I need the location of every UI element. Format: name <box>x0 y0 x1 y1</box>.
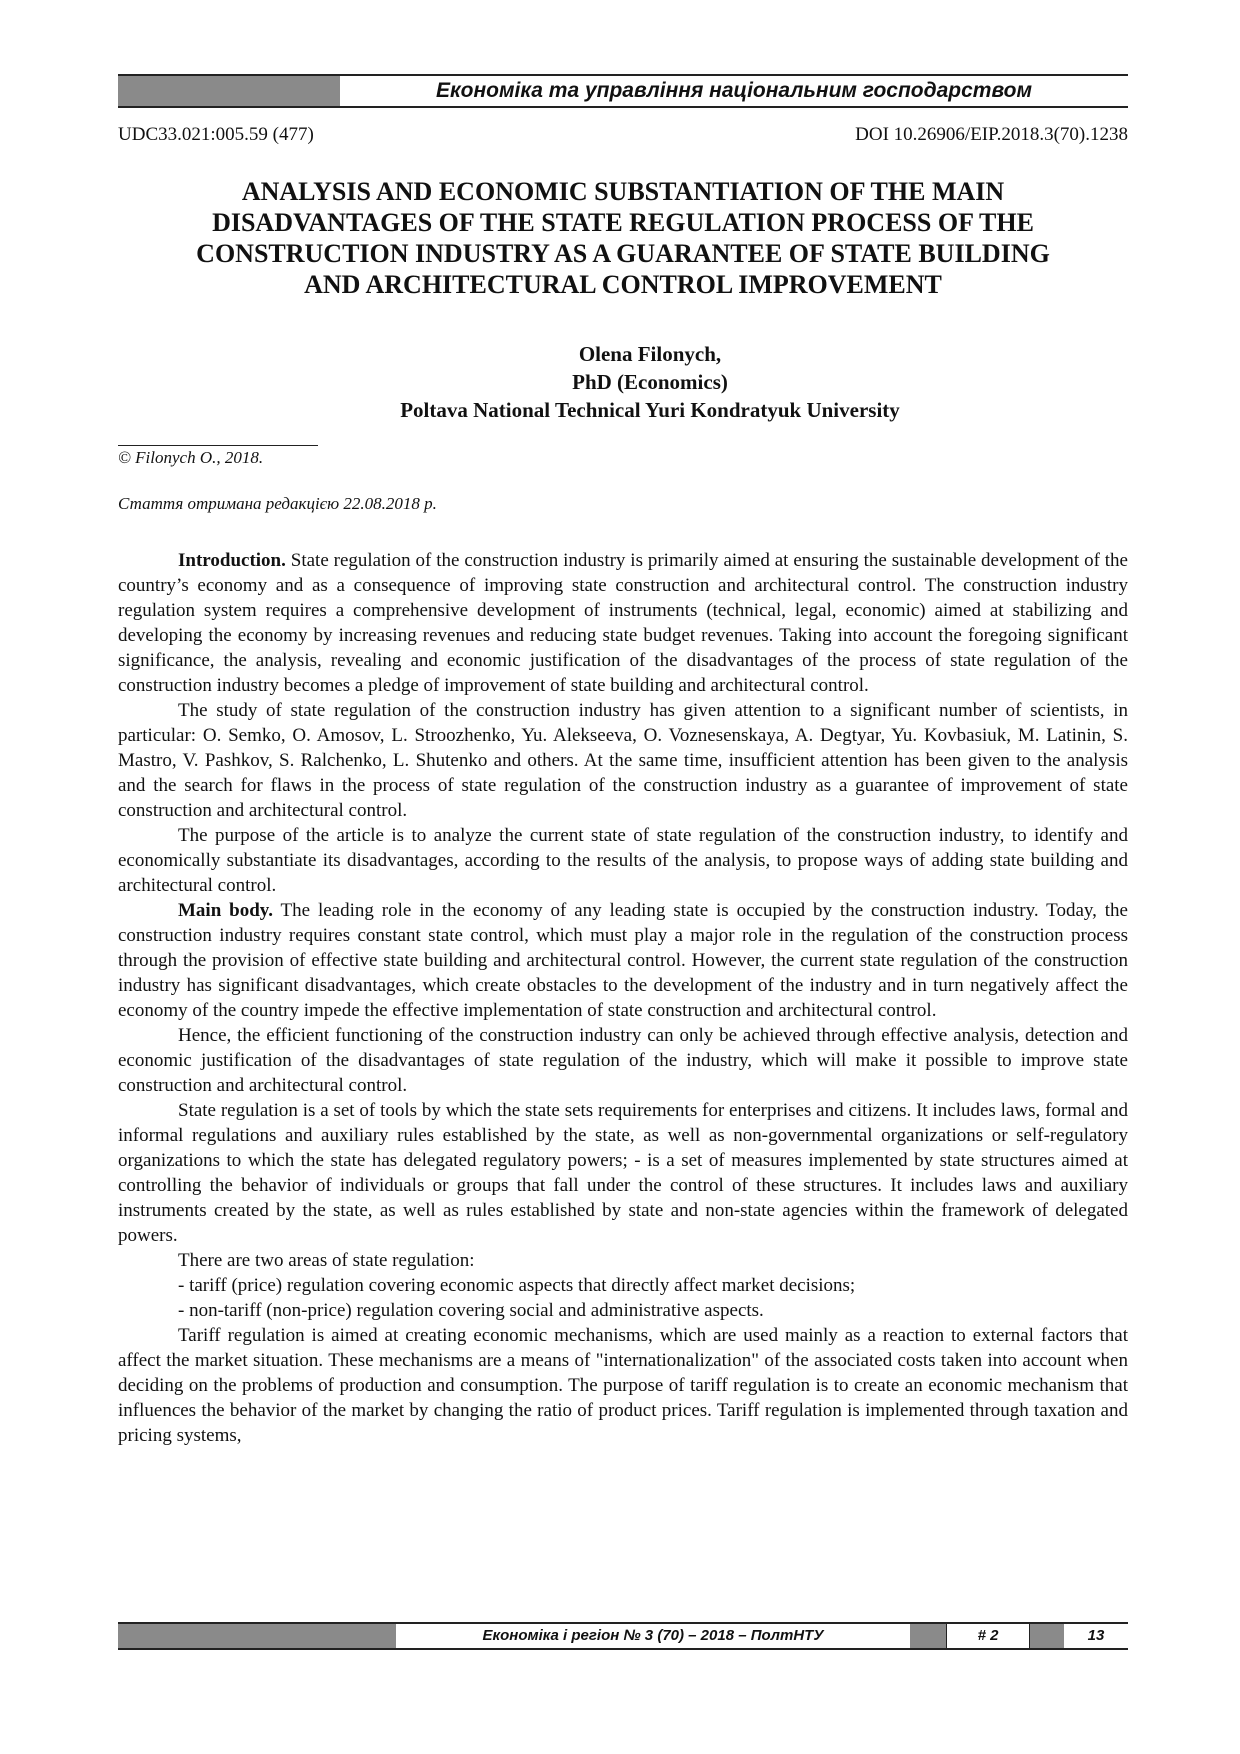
paragraph: Hence, the efficient functioning of the construction industry can only be achieved through effective analysis, detection and economic justification of the disadvantages of state regulation of the industry, which will make it possible to improve state construction and architectural control. <box>118 1025 1128 1096</box>
author-block <box>300 340 1000 424</box>
title-line: AND ARCHITECTURAL CONTROL IMPROVEMENT <box>304 270 942 299</box>
footer-grey-block <box>1030 1624 1064 1648</box>
paragraph: The study of state regulation of the construction industry has given attention to a significant number of scientists, in particular: O. Semko, O. Amosov, L. Stroozhenko, Yu. Alekseeva, O. Voznesenskaya, A. Degtyar, Yu. Kovbasiuk, M. Latinin, S. Mastro, V. Pashkov, S. Ralchenko, L. Shutenko and others. At the same time, insufficient attention has been given to the analysis and the search for flaws in the process of state regulation of the construction industry as a guarantee of improvement of state construction and architectural control. <box>118 700 1128 821</box>
paragraph: There are two areas of state regulation: <box>178 1250 475 1271</box>
paragraph-main-body <box>118 898 1128 1023</box>
author-name: Olena Filonych, <box>578 342 722 366</box>
title-line: DISADVANTAGES OF THE STATE REGULATION PROCESS OF THE <box>212 208 1034 237</box>
doi-code: DOI 10.26906/EIP.2018.3(70).1238 <box>855 124 1128 145</box>
article-meta-row <box>118 124 1128 146</box>
article-body <box>118 548 1128 1448</box>
introduction-text: State regulation of the construction industry is primarily aimed at ensuring the sustainable development of the country’s economy and as a consequence of improving state construction and architectural control. The construction industry regulation system requires a comprehensive development of instruments (technical, legal, economic) aimed at stabilizing and developing the economy by increasing revenues and reducing state budget revenues. Taking into account the foregoing significant significance, the analysis, revealing and economic justification of the disadvantages of the process of state regulation of the construction industry becomes a pledge of improvement of state building and architectural control. <box>118 550 1128 696</box>
main-body-text: The leading role in the economy of any leading state is occupied by the construction industry. Today, the construction industry requires constant state control, which must play a major role in the regulation of the construction process through the provision of effective state building and architectural control. However, the current state regulation of the construction industry has significant disadvantages, which create obstacles to the development of the industry and in turn negatively affect the economy of the country impede the effective implementation of state construction and architectural control. <box>118 900 1128 1021</box>
footer-bar <box>118 1622 1128 1650</box>
title-line: CONSTRUCTION INDUSTRY AS A GUARANTEE OF STATE BUILDING <box>196 239 1050 268</box>
main-body-heading: Main body. <box>178 900 273 921</box>
received-date: Стаття отримана редакцією 22.08.2018 р. <box>118 494 437 513</box>
article-title <box>130 176 1116 300</box>
footer-grey-block <box>910 1624 946 1648</box>
footer-issue-number: # 2 <box>946 1624 1030 1648</box>
page-number: 13 <box>1087 1627 1105 1644</box>
copyright-note: © Filonych O., 2018. <box>118 448 264 467</box>
author-affiliation: Poltava National Technical Yuri Kondratyuk University <box>400 398 900 422</box>
copyright-divider <box>118 445 318 446</box>
list-item: - non-tariff (non-price) regulation covering social and administrative aspects. <box>178 1300 764 1321</box>
paragraph: The purpose of the article is to analyze the current state of state regulation of the construction industry, to identify and economically substantiate its disadvantages, according to the results of the analysis, to propose ways of adding state building and architectural control. <box>118 825 1128 896</box>
introduction-heading: Introduction. <box>178 550 286 571</box>
author-degree: PhD (Economics) <box>572 370 728 394</box>
footer-journal-issue: Економіка і регіон № 3 (70) – 2018 – ПолтНТУ <box>482 1627 824 1644</box>
paragraph: State regulation is a set of tools by which the state sets requirements for enterprises and citizens. It includes laws, formal and informal regulations and auxiliary rules established by the state, as well as non-governmental organizations or self-regulatory organizations to which the state has delegated regulatory powers; - is a set of measures implemented by state structures aimed at controlling the behavior of individuals or groups that fall under the control of these structures. It includes laws and auxiliary instruments created by the state, as well as rules established by state and non-state agencies within the framework of delegated powers. <box>118 1100 1128 1246</box>
paragraph-introduction <box>118 548 1128 698</box>
footer-grey-block <box>118 1624 396 1648</box>
udc-code: UDC33.021:005.59 (477) <box>118 124 314 145</box>
journal-header-bar <box>118 74 1128 108</box>
journal-title: Економіка та управління національним господарством <box>436 79 1032 102</box>
paragraph: Tariff regulation is aimed at creating economic mechanisms, which are used mainly as a reaction to external factors that affect the market situation. These mechanisms are a means of "internationalization" of the associated costs taken into account when deciding on the problems of production and consumption. The purpose of tariff regulation is to create an economic mechanism that influences the behavior of the market by changing the ratio of product prices. Tariff regulation is implemented through taxation and pricing systems, <box>118 1325 1128 1446</box>
header-grey-block <box>118 76 340 106</box>
list-item: - tariff (price) regulation covering economic aspects that directly affect market decisions; <box>178 1275 856 1296</box>
title-line: ANALYSIS AND ECONOMIC SUBSTANTIATION OF THE MAIN <box>241 177 1005 206</box>
